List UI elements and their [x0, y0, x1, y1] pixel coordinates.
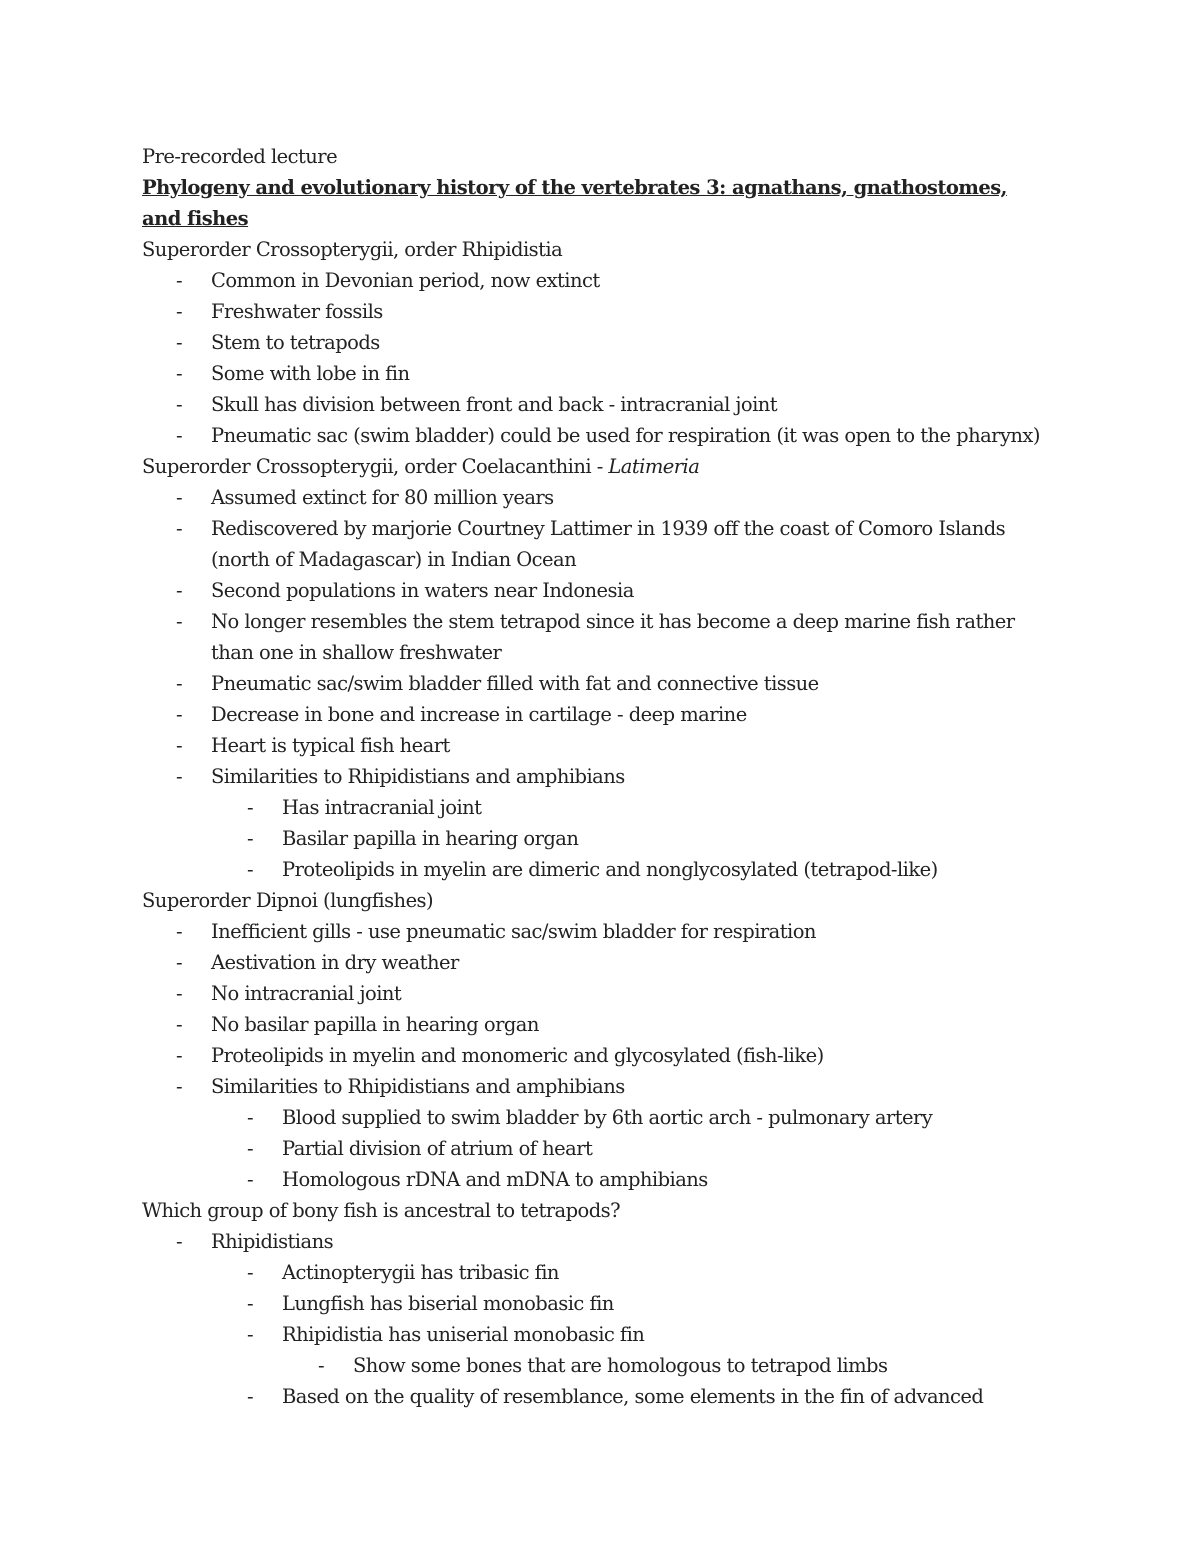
list-item-text: Similarities to Rhipidistians and amphibians [211, 765, 625, 788]
bullet-dash: - [176, 734, 183, 757]
bullet-dash: - [176, 424, 183, 447]
list-item [142, 265, 1061, 296]
bullet-dash: - [176, 672, 183, 695]
bullet-dash: - [176, 920, 183, 943]
bullet-dash: - [176, 362, 183, 385]
list-item [142, 916, 1061, 947]
list-item [142, 482, 1061, 513]
bullet-dash: - [176, 486, 183, 509]
list-item [142, 730, 1061, 761]
bullet-dash: - [247, 1106, 254, 1129]
bullet-dash: - [247, 1323, 254, 1346]
list-item-text: Similarities to Rhipidistians and amphibians [211, 1075, 625, 1098]
sub-list-item-text: Homologous rDNA and mDNA to amphibians [282, 1168, 708, 1191]
list-item-text: Pneumatic sac/swim bladder filled with fat and connective tissue [211, 672, 819, 695]
sub-list-item-text: Lungfish has biserial monobasic fin [282, 1292, 614, 1315]
list-item-text: Inefficient gills - use pneumatic sac/swim bladder for respiration [211, 920, 816, 943]
bullet-dash: - [176, 300, 183, 323]
list-item-text: Pneumatic sac (swim bladder) could be used for respiration (it was open to the pharynx) [211, 424, 1040, 447]
sub-list-item-text: Blood supplied to swim bladder by 6th aortic arch - pulmonary artery [282, 1106, 933, 1129]
list-item-text: Freshwater fossils [211, 300, 383, 323]
list-item-text: Assumed extinct for 80 million years [211, 486, 554, 509]
bullet-dash: - [247, 827, 254, 850]
list-item-text: Heart is typical fish heart [211, 734, 450, 757]
bullet-dash: - [247, 1385, 254, 1408]
bullet-dash: - [176, 1044, 183, 1067]
sub-sub-list-item-text: Show some bones that are homologous to tetrapod limbs [353, 1354, 888, 1377]
lecture-label: Pre-recorded lecture [142, 145, 338, 168]
list-item [142, 699, 1061, 730]
list-item-text: Skull has division between front and back - intracranial joint [211, 393, 778, 416]
list-item-text: Common in Devonian period, now extinct [211, 269, 600, 292]
section-heading-rhipidistia: Superorder Crossopterygii, order Rhipidistia [142, 238, 563, 261]
section-heading-question: Which group of bony fish is ancestral to tetrapods? [142, 1199, 621, 1222]
list-item [142, 947, 1061, 978]
bullet-dash: - [176, 517, 183, 540]
list-item-text: No basilar papilla in hearing organ [211, 1013, 539, 1036]
list-item [142, 575, 1061, 606]
list-item [142, 1226, 1061, 1257]
section-heading-coelacanthini [142, 451, 1062, 482]
bullet-dash: - [176, 393, 183, 416]
sub-list-item [142, 792, 1062, 823]
bullet-dash: - [247, 1292, 254, 1315]
list-item-text: Aestivation in dry weather [211, 951, 459, 974]
sub-list-item [142, 1133, 1062, 1164]
list-item-text: Proteolipids in myelin and monomeric and glycosylated (fish-like) [211, 1044, 824, 1067]
sub-list-item [142, 854, 1062, 885]
document-content [142, 141, 1062, 1412]
section-heading-text: Superorder Crossopterygii, order Coelacanthini - [142, 455, 609, 478]
list-item [142, 978, 1061, 1009]
bullet-dash: - [176, 1075, 183, 1098]
bullet-dash: - [247, 858, 254, 881]
list-item-text: Decrease in bone and increase in cartilage - deep marine [211, 703, 747, 726]
sub-list-item [142, 1381, 1062, 1412]
sub-list-item-text: Has intracranial joint [282, 796, 482, 819]
sub-list-item-text: Rhipidistia has uniserial monobasic fin [282, 1323, 645, 1346]
list-item [142, 358, 1061, 389]
sub-list-item [142, 1102, 1062, 1133]
sub-list-item [142, 823, 1062, 854]
bullet-dash: - [176, 331, 183, 354]
list-item [142, 420, 1061, 451]
bullet-dash: - [318, 1354, 325, 1377]
bullet-dash: - [247, 796, 254, 819]
list-item [142, 1009, 1061, 1040]
bullet-dash: - [176, 951, 183, 974]
list-item [142, 606, 1061, 668]
list-item [142, 1071, 1061, 1102]
section-heading-genus: Latimeria [608, 455, 700, 478]
section-heading-dipnoi: Superorder Dipnoi (lungfishes) [142, 889, 434, 912]
bullet-dash: - [247, 1168, 254, 1191]
document-title: Phylogeny and evolutionary history of the vertebrates 3: agnathans, gnathostomes, and fishes [142, 176, 1007, 230]
list-item-text: No longer resembles the stem tetrapod since it has become a deep marine fish rather than one in shallow freshwater [211, 610, 1015, 664]
list-item [142, 296, 1061, 327]
sub-list-item-text: Actinopterygii has tribasic fin [282, 1261, 559, 1284]
bullet-dash: - [247, 1137, 254, 1160]
list-item [142, 389, 1061, 420]
bullet-dash: - [176, 703, 183, 726]
list-item-text: Stem to tetrapods [211, 331, 380, 354]
sub-list-item [142, 1319, 1062, 1350]
list-item-text: Second populations in waters near Indonesia [211, 579, 634, 602]
sub-list-item [142, 1257, 1062, 1288]
sub-list-item [142, 1164, 1062, 1195]
bullet-dash: - [176, 982, 183, 1005]
list-item-text: Some with lobe in fin [211, 362, 410, 385]
bullet-dash: - [176, 1013, 183, 1036]
bullet-dash: - [176, 1230, 183, 1253]
list-item [142, 327, 1061, 358]
bullet-dash: - [176, 610, 183, 633]
sub-list-item-text: Basilar papilla in hearing organ [282, 827, 579, 850]
list-item-text: Rediscovered by marjorie Courtney Lattimer in 1939 off the coast of Comoro Islands (north of Madagascar) in Indian Ocean [211, 517, 1006, 571]
list-item [142, 1040, 1061, 1071]
sub-sub-list-item [142, 1350, 1062, 1381]
sub-list-item [142, 1288, 1062, 1319]
list-item [142, 761, 1061, 792]
bullet-dash: - [247, 1261, 254, 1284]
list-item-text: No intracranial joint [211, 982, 402, 1005]
bullet-dash: - [176, 765, 183, 788]
bullet-dash: - [176, 269, 183, 292]
list-item-text: Rhipidistians [211, 1230, 334, 1253]
sub-list-item-text: Based on the quality of resemblance, some elements in the fin of advanced [282, 1385, 984, 1408]
list-item [142, 513, 1061, 575]
list-item [142, 668, 1061, 699]
sub-list-item-text: Partial division of atrium of heart [282, 1137, 593, 1160]
sub-list-item-text: Proteolipids in myelin are dimeric and nonglycosylated (tetrapod-like) [282, 858, 938, 881]
bullet-dash: - [176, 579, 183, 602]
